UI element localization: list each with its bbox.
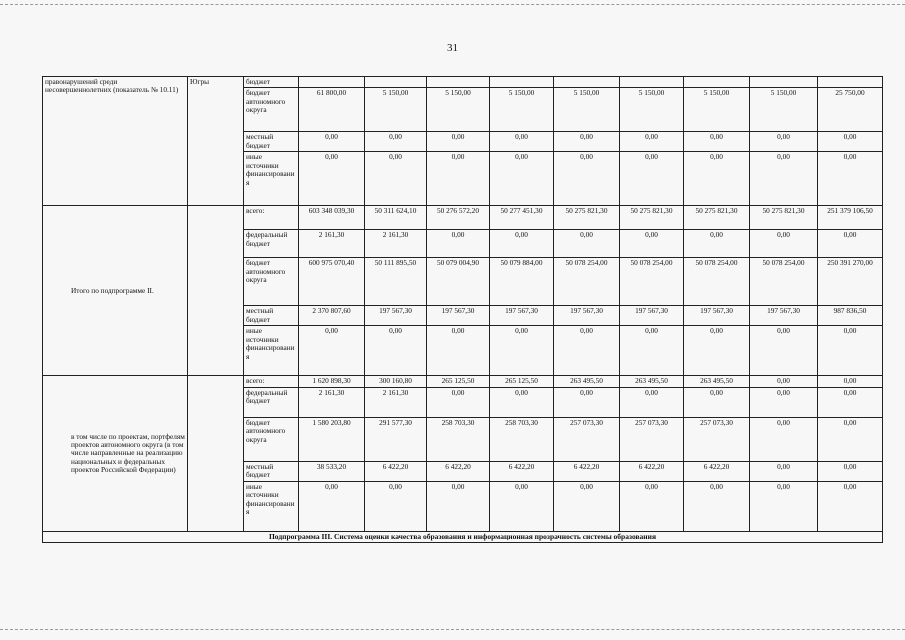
amount-cell: 50 277 451,30 bbox=[490, 206, 554, 230]
amount-cell: 6 422,20 bbox=[365, 461, 427, 481]
amount-cell: 50 079 004,90 bbox=[427, 258, 490, 306]
amount-cell: 197 567,30 bbox=[620, 306, 684, 326]
amount-cell: 0,00 bbox=[554, 326, 620, 376]
amount-cell: 5 150,00 bbox=[684, 88, 750, 132]
amount-cell: 197 567,30 bbox=[750, 306, 818, 326]
funding-source-cell: всего: bbox=[244, 206, 299, 230]
amount-cell bbox=[299, 77, 365, 88]
amount-cell: 2 161,30 bbox=[365, 230, 427, 258]
amount-cell: 0,00 bbox=[750, 387, 818, 417]
amount-cell: 0,00 bbox=[684, 326, 750, 376]
amount-cell: 291 577,30 bbox=[365, 417, 427, 461]
amount-cell: 2 161,30 bbox=[365, 387, 427, 417]
amount-cell: 50 275 821,30 bbox=[684, 206, 750, 230]
table-row bbox=[43, 376, 883, 387]
amount-cell: 50 078 254,00 bbox=[620, 258, 684, 306]
funding-source-cell: бюджет автономного округа bbox=[244, 417, 299, 461]
amount-cell: 1 620 898,30 bbox=[299, 376, 365, 387]
amount-cell: 0,00 bbox=[490, 132, 554, 152]
amount-cell: 0,00 bbox=[818, 132, 883, 152]
amount-cell: 0,00 bbox=[750, 481, 818, 531]
amount-cell: 0,00 bbox=[620, 132, 684, 152]
amount-cell: 0,00 bbox=[750, 152, 818, 206]
amount-cell: 0,00 bbox=[490, 326, 554, 376]
amount-cell: 263 495,50 bbox=[554, 376, 620, 387]
amount-cell: 0,00 bbox=[365, 152, 427, 206]
amount-cell: 0,00 bbox=[427, 481, 490, 531]
funding-source-cell: федеральный бюджет bbox=[244, 387, 299, 417]
amount-cell: 0,00 bbox=[818, 387, 883, 417]
amount-cell: 0,00 bbox=[365, 326, 427, 376]
amount-cell: 5 150,00 bbox=[490, 88, 554, 132]
amount-cell: 0,00 bbox=[554, 230, 620, 258]
amount-cell: 250 391 270,00 bbox=[818, 258, 883, 306]
row-group-executor bbox=[188, 206, 244, 376]
table-row bbox=[43, 206, 883, 230]
amount-cell bbox=[684, 77, 750, 88]
amount-cell: 6 422,20 bbox=[554, 461, 620, 481]
amount-cell: 197 567,30 bbox=[684, 306, 750, 326]
amount-cell bbox=[427, 77, 490, 88]
amount-cell: 0,00 bbox=[620, 230, 684, 258]
amount-cell: 265 125,50 bbox=[427, 376, 490, 387]
funding-source-cell: бюджет автономного округа bbox=[244, 88, 299, 132]
amount-cell: 6 422,20 bbox=[684, 461, 750, 481]
amount-cell: 0,00 bbox=[620, 326, 684, 376]
funding-source-cell: федеральный бюджет bbox=[244, 230, 299, 258]
amount-cell: 0,00 bbox=[490, 230, 554, 258]
funding-source-cell: иные источники финансирования bbox=[244, 326, 299, 376]
amount-cell: 0,00 bbox=[299, 132, 365, 152]
amount-cell: 600 975 070,40 bbox=[299, 258, 365, 306]
amount-cell: 257 073,30 bbox=[620, 417, 684, 461]
amount-cell: 0,00 bbox=[750, 132, 818, 152]
amount-cell: 0,00 bbox=[750, 326, 818, 376]
amount-cell: 0,00 bbox=[299, 152, 365, 206]
row-group-name: в том числе по проектам, портфелям проектов автономного округа (в том числе направленные на реализацию национальных и федеральных проектов Российской Федерации) bbox=[43, 376, 188, 531]
row-group-executor: Югры bbox=[188, 77, 244, 206]
amount-cell: 0,00 bbox=[427, 152, 490, 206]
amount-cell: 50 275 821,30 bbox=[750, 206, 818, 230]
amount-cell: 0,00 bbox=[750, 417, 818, 461]
amount-cell: 0,00 bbox=[365, 132, 427, 152]
amount-cell: 0,00 bbox=[818, 152, 883, 206]
amount-cell: 0,00 bbox=[620, 387, 684, 417]
funding-source-cell: иные источники финансирования bbox=[244, 152, 299, 206]
subprogram-title: Подпрограмма III. Система оценки качества образования и информационная прозрачность системы образования bbox=[43, 531, 883, 543]
amount-cell: 0,00 bbox=[427, 132, 490, 152]
amount-cell: 0,00 bbox=[750, 230, 818, 258]
amount-cell: 5 150,00 bbox=[427, 88, 490, 132]
amount-cell: 1 580 203,80 bbox=[299, 417, 365, 461]
amount-cell: 197 567,30 bbox=[365, 306, 427, 326]
scan-edge-bottom bbox=[0, 629, 905, 630]
amount-cell: 0,00 bbox=[427, 230, 490, 258]
amount-cell: 0,00 bbox=[554, 481, 620, 531]
amount-cell: 0,00 bbox=[684, 387, 750, 417]
amount-cell: 197 567,30 bbox=[490, 306, 554, 326]
subprogram-header-row bbox=[43, 531, 883, 543]
amount-cell: 50 078 254,00 bbox=[554, 258, 620, 306]
amount-cell: 50 079 884,00 bbox=[490, 258, 554, 306]
amount-cell: 0,00 bbox=[684, 481, 750, 531]
amount-cell: 987 836,50 bbox=[818, 306, 883, 326]
amount-cell: 0,00 bbox=[684, 230, 750, 258]
amount-cell: 0,00 bbox=[554, 132, 620, 152]
amount-cell: 50 311 624,10 bbox=[365, 206, 427, 230]
amount-cell: 0,00 bbox=[490, 481, 554, 531]
scan-edge-top bbox=[0, 4, 905, 5]
amount-cell: 0,00 bbox=[818, 326, 883, 376]
amount-cell: 25 750,00 bbox=[818, 88, 883, 132]
amount-cell: 263 495,50 bbox=[620, 376, 684, 387]
amount-cell: 6 422,20 bbox=[620, 461, 684, 481]
amount-cell: 197 567,30 bbox=[427, 306, 490, 326]
amount-cell: 300 160,80 bbox=[365, 376, 427, 387]
amount-cell: 50 111 895,50 bbox=[365, 258, 427, 306]
amount-cell: 5 150,00 bbox=[554, 88, 620, 132]
amount-cell: 0,00 bbox=[818, 481, 883, 531]
amount-cell: 0,00 bbox=[554, 387, 620, 417]
funding-source-cell: местный бюджет bbox=[244, 306, 299, 326]
amount-cell: 38 533,20 bbox=[299, 461, 365, 481]
funding-source-cell: бюджет автономного округа bbox=[244, 258, 299, 306]
page-number: 31 bbox=[447, 42, 458, 54]
amount-cell: 0,00 bbox=[684, 132, 750, 152]
amount-cell: 0,00 bbox=[818, 417, 883, 461]
amount-cell: 257 073,30 bbox=[554, 417, 620, 461]
amount-cell: 0,00 bbox=[554, 152, 620, 206]
amount-cell: 5 150,00 bbox=[750, 88, 818, 132]
amount-cell: 265 125,50 bbox=[490, 376, 554, 387]
funding-source-cell: всего: bbox=[244, 376, 299, 387]
funding-source-cell: местный бюджет bbox=[244, 461, 299, 481]
amount-cell: 0,00 bbox=[299, 326, 365, 376]
amount-cell: 50 078 254,00 bbox=[750, 258, 818, 306]
amount-cell: 197 567,30 bbox=[554, 306, 620, 326]
amount-cell: 257 073,30 bbox=[684, 417, 750, 461]
amount-cell: 0,00 bbox=[750, 461, 818, 481]
amount-cell: 50 275 821,30 bbox=[554, 206, 620, 230]
amount-cell: 0,00 bbox=[620, 481, 684, 531]
amount-cell: 0,00 bbox=[684, 152, 750, 206]
amount-cell: 0,00 bbox=[620, 152, 684, 206]
amount-cell: 0,00 bbox=[750, 376, 818, 387]
funding-source-cell: бюджет bbox=[244, 77, 299, 88]
amount-cell bbox=[620, 77, 684, 88]
budget-table bbox=[42, 76, 883, 543]
amount-cell: 50 078 254,00 bbox=[684, 258, 750, 306]
amount-cell: 50 276 572,20 bbox=[427, 206, 490, 230]
amount-cell: 0,00 bbox=[427, 387, 490, 417]
amount-cell: 0,00 bbox=[490, 387, 554, 417]
amount-cell: 0,00 bbox=[818, 230, 883, 258]
amount-cell: 5 150,00 bbox=[365, 88, 427, 132]
amount-cell bbox=[750, 77, 818, 88]
amount-cell: 6 422,20 bbox=[427, 461, 490, 481]
amount-cell: 0,00 bbox=[818, 461, 883, 481]
funding-source-cell: иные источники финансирования bbox=[244, 481, 299, 531]
amount-cell: 2 161,30 bbox=[299, 230, 365, 258]
amount-cell: 0,00 bbox=[365, 481, 427, 531]
amount-cell: 263 495,50 bbox=[684, 376, 750, 387]
amount-cell: 2 370 807,60 bbox=[299, 306, 365, 326]
amount-cell: 0,00 bbox=[490, 152, 554, 206]
amount-cell bbox=[365, 77, 427, 88]
amount-cell: 258 703,30 bbox=[490, 417, 554, 461]
amount-cell bbox=[818, 77, 883, 88]
amount-cell bbox=[554, 77, 620, 88]
amount-cell: 258 703,30 bbox=[427, 417, 490, 461]
amount-cell: 2 161,30 bbox=[299, 387, 365, 417]
funding-source-cell: местный бюджет bbox=[244, 132, 299, 152]
amount-cell bbox=[490, 77, 554, 88]
table-row bbox=[43, 77, 883, 88]
amount-cell: 50 275 821,30 bbox=[620, 206, 684, 230]
row-group-name: правонарушений среди несовершеннолетних (показатель № 10.11) bbox=[43, 77, 188, 206]
amount-cell: 61 800,00 bbox=[299, 88, 365, 132]
amount-cell: 0,00 bbox=[818, 376, 883, 387]
amount-cell: 6 422,20 bbox=[490, 461, 554, 481]
amount-cell: 5 150,00 bbox=[620, 88, 684, 132]
row-group-name: Итого по подпрограмме II. bbox=[43, 206, 188, 376]
amount-cell: 0,00 bbox=[427, 326, 490, 376]
amount-cell: 251 379 106,50 bbox=[818, 206, 883, 230]
amount-cell: 603 348 039,30 bbox=[299, 206, 365, 230]
amount-cell: 0,00 bbox=[299, 481, 365, 531]
row-group-executor bbox=[188, 376, 244, 531]
